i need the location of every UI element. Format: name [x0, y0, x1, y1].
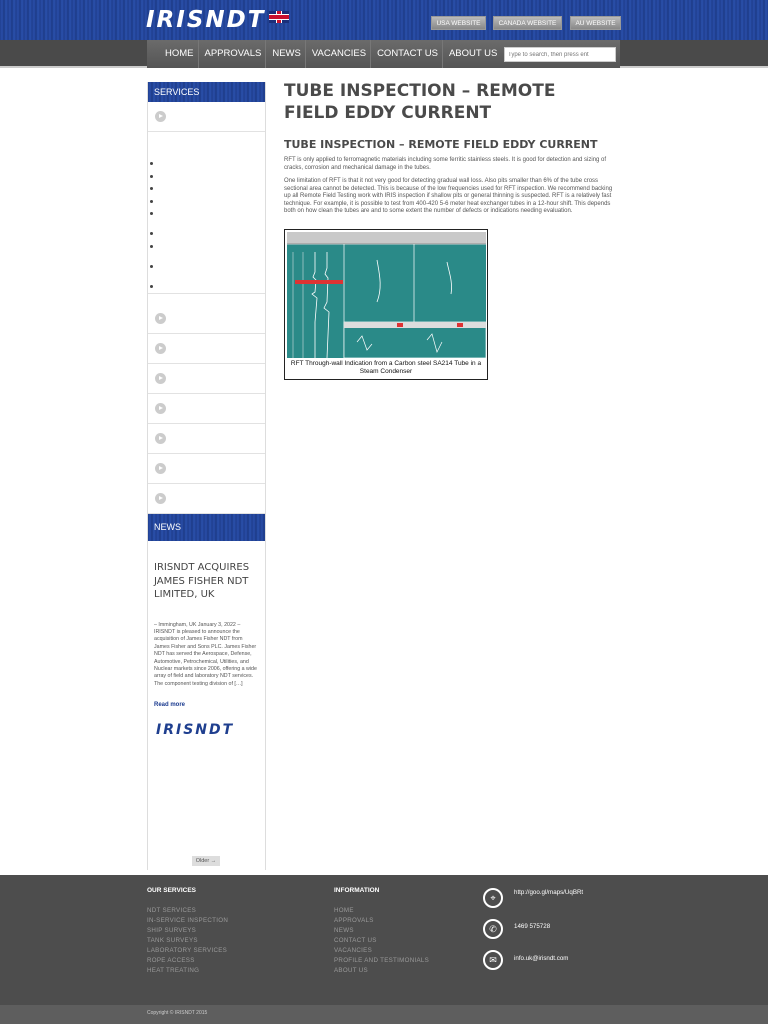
paragraph: RFT is only applied to ferromagnetic materials including some ferritic stainless steels. It is good for detection and sizing of cracks, corrosion and mechanical damage in the tubes.: [284, 157, 607, 171]
map-pin-icon: ⌖: [483, 888, 503, 908]
bullet-icon: [150, 245, 153, 248]
footer-link-about-us[interactable]: ABOUT US: [334, 967, 368, 974]
au-website-button[interactable]: AU WEBSITE: [570, 16, 621, 30]
footer-link-heat-treating[interactable]: HEAT TREATING: [147, 967, 200, 974]
figure-caption: RFT Through-wall Indication from a Carbon steel SA214 Tube in a Steam Condenser: [290, 360, 482, 375]
news-heading: NEWS: [148, 514, 265, 541]
bullet-icon: [150, 200, 153, 203]
service-submenu: [148, 132, 265, 294]
bullet-icon: [150, 232, 153, 235]
footer-link-rope-access[interactable]: ROPE ACCESS: [147, 957, 195, 964]
service-item[interactable]: [148, 334, 265, 364]
nav-news[interactable]: NEWS: [268, 40, 306, 68]
email-icon: ✉: [483, 950, 503, 970]
nav-vacancies[interactable]: VACANCIES: [308, 40, 371, 68]
site-footer: [0, 875, 768, 1005]
nav-about-us[interactable]: ABOUT US: [448, 48, 498, 59]
service-item[interactable]: [148, 484, 265, 514]
service-item[interactable]: [148, 394, 265, 424]
sidebar: [147, 82, 266, 870]
canada-website-button[interactable]: CANADA WEBSITE: [493, 16, 562, 30]
news-title[interactable]: IRISNDT ACQUIRES JAMES FISHER NDT LIMITED, UK: [154, 562, 250, 600]
footer-link-laboratory-services[interactable]: LABORATORY SERVICES: [147, 947, 228, 954]
paragraph: One limitation of RFT is that it not very good for detecting gradual wall loss. Also pits smaller than 6% of the tube cross sectional area cannot be detected. This is because of the low frequencies used for RFT inspection. We recommend backing up all Remote Field Testing work with IRIS inspection if shallow pits or general thinning is suspected. RFT is a relatively fast technique. For example, it is possible to test from 400-420 5-6 meter heat exchanger tubes in a 12-hour shift. This depends both on how clean the tubes are and to some extent the number of defects or indications needing evaluation.: [284, 178, 613, 214]
section-title: TUBE INSPECTION – REMOTE FIELD EDDY CURRENT: [284, 138, 598, 151]
footer-link-news[interactable]: NEWS: [334, 927, 354, 934]
footer-link-ndt-services[interactable]: NDT SERVICES: [147, 907, 197, 914]
uk-flag-icon: [269, 11, 289, 23]
arrow-right-icon: [155, 343, 166, 354]
footer-link-contact-us[interactable]: CONTACT US: [334, 937, 377, 944]
bullet-icon: [150, 187, 153, 190]
footer-link-approvals[interactable]: APPROVALS: [334, 917, 374, 924]
page-title: TUBE INSPECTION – REMOTE FIELD EDDY CURRENT: [284, 81, 556, 123]
search-input[interactable]: [504, 47, 616, 62]
main-nav: [0, 40, 768, 68]
site-header: [0, 0, 768, 40]
arrow-right-icon: [155, 313, 166, 324]
footer-link-in-service-inspection[interactable]: IN-SERVICE INSPECTION: [147, 917, 229, 924]
usa-website-button[interactable]: USA WEBSITE: [431, 16, 486, 30]
service-item[interactable]: [148, 304, 265, 334]
bullet-icon: [150, 162, 153, 165]
bullet-icon: [150, 212, 153, 215]
arrow-right-icon: [155, 463, 166, 474]
footer-link-tank-surveys[interactable]: TANK SURVEYS: [147, 937, 198, 944]
site-logo[interactable]: [146, 8, 289, 32]
phone-icon: ✆: [483, 919, 503, 939]
footer-link-vacancies[interactable]: VACANCIES: [334, 947, 372, 954]
service-item[interactable]: [148, 424, 265, 454]
main-content: [284, 80, 614, 216]
phone-number[interactable]: 1469 575728: [514, 923, 551, 930]
service-item[interactable]: [148, 454, 265, 484]
services-heading: SERVICES: [148, 82, 265, 102]
arrow-right-icon: [155, 433, 166, 444]
nav-home[interactable]: HOME: [161, 40, 199, 68]
copyright-text: Copyright © IRISNDT 2015: [147, 1010, 208, 1016]
copyright-bar: [0, 1005, 768, 1024]
footer-link-home[interactable]: HOME: [334, 907, 354, 914]
nav-approvals[interactable]: APPROVALS: [201, 40, 267, 68]
service-item[interactable]: [148, 364, 265, 394]
read-more-link[interactable]: Read more: [154, 702, 186, 709]
email-link[interactable]: info.uk@irisndt.com: [514, 955, 569, 962]
signal-traces: [287, 232, 486, 358]
service-item[interactable]: [148, 102, 265, 132]
bullet-icon: [150, 265, 153, 268]
footer-services-heading: OUR SERVICES: [147, 887, 197, 894]
bullet-icon: [150, 175, 153, 178]
arrow-right-icon: [155, 493, 166, 504]
rft-signal-image: [287, 232, 486, 358]
footer-link-ship-surveys[interactable]: SHIP SURVEYS: [147, 927, 197, 934]
bullet-icon: [150, 285, 153, 288]
map-link[interactable]: http://goo.gl/maps/UqBRt: [514, 889, 584, 896]
arrow-right-icon: [155, 111, 166, 122]
footer-link-profile-testimonials[interactable]: PROFILE AND TESTIMONIALS: [334, 957, 430, 964]
arrow-right-icon: [155, 403, 166, 414]
logo-text: IRISNDT: [146, 7, 266, 33]
nav-contact-us[interactable]: CONTACT US: [373, 40, 443, 68]
older-posts-button[interactable]: Older →: [192, 856, 220, 866]
arrow-right-icon: [155, 373, 166, 384]
rft-figure: [284, 229, 488, 380]
news-excerpt: – Immingham, UK January 3, 2022 – IRISNDT is pleased to announce the acquisition of James Fisher NDT from James Fisher and Sons PLC. James Fisher NDT has served the Aerospace, Defense, Automotive, Petrochemical, Utilities, and Nuclear markets since 2006, offering a wide array of field and laboratory NDT services. The component testing division of […]: [154, 621, 257, 687]
footer-info-heading: INFORMATION: [334, 887, 380, 894]
sidebar-logo: IRISNDT: [156, 722, 235, 739]
